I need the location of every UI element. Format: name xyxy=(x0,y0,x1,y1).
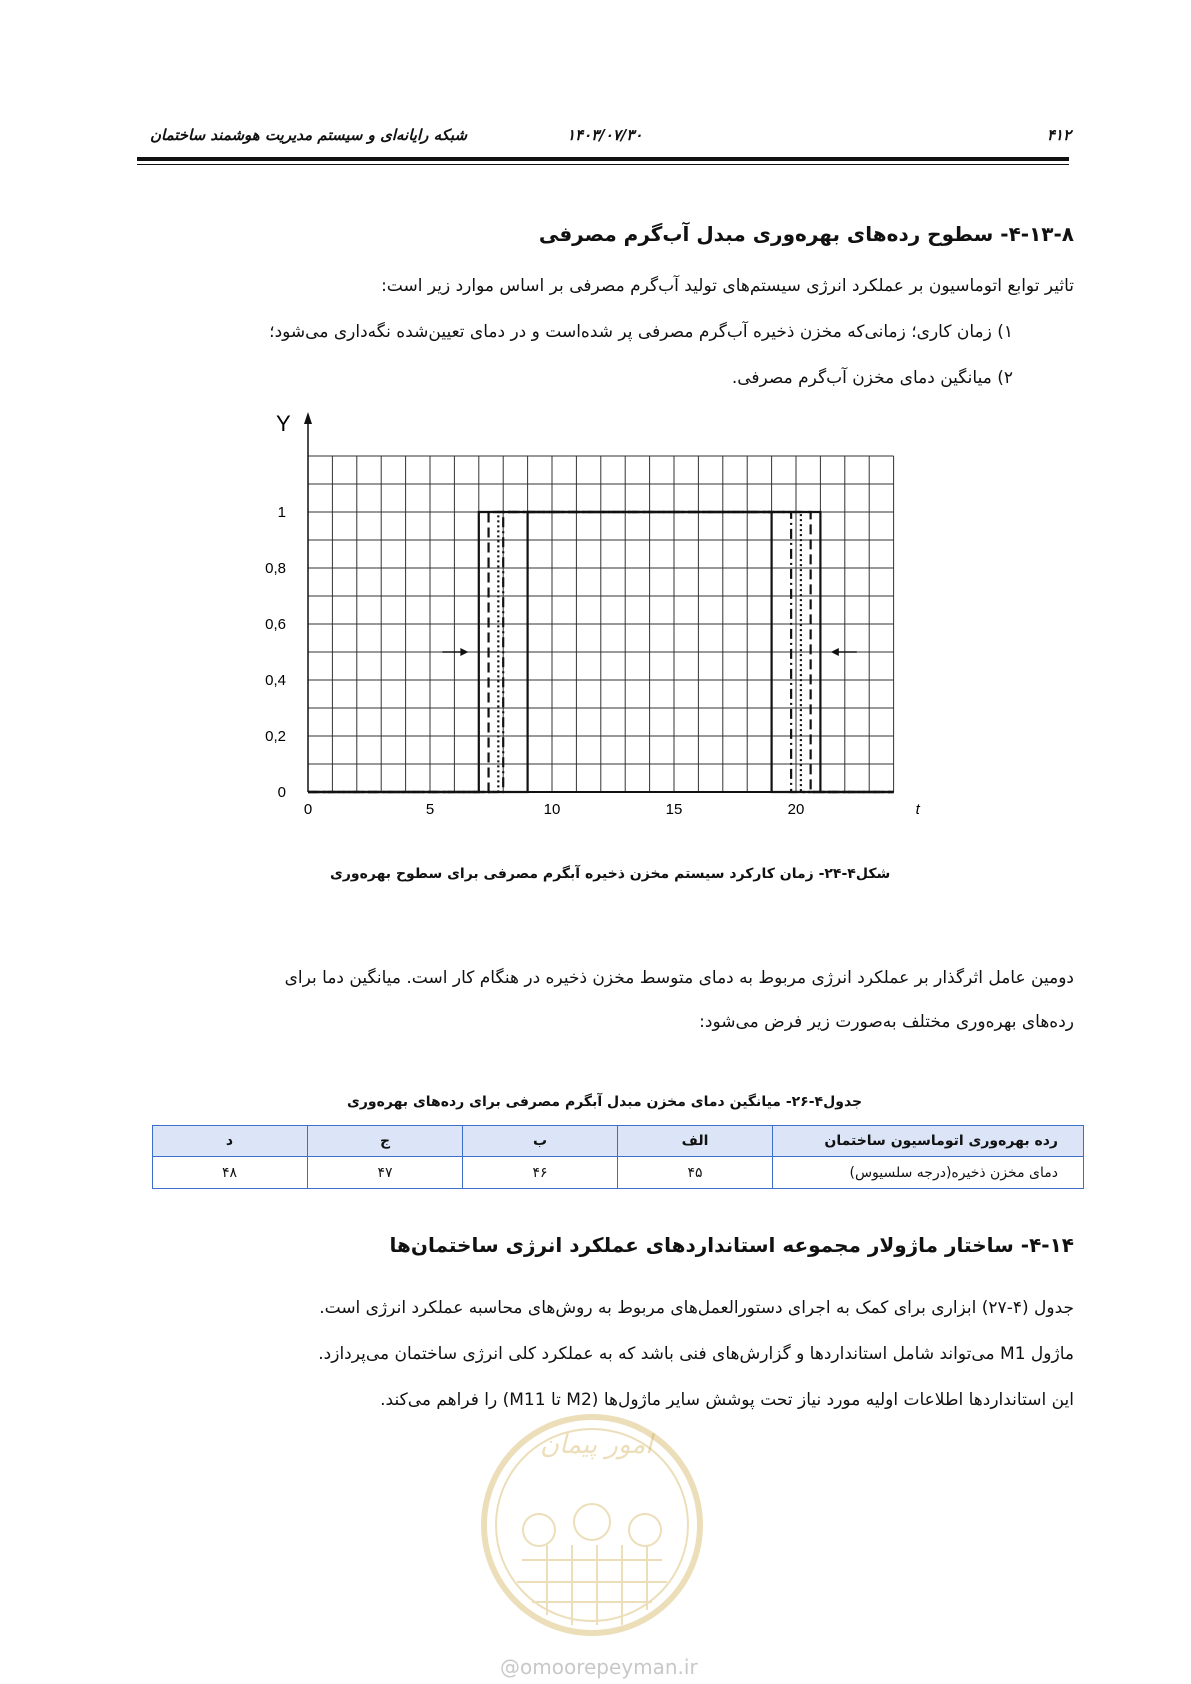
chart xyxy=(250,410,930,830)
body-line: جدول (۴-۲۷) ابزاری برای کمک به اجرای دستورالعمل‌های مربوط به روش‌های محاسبه عملکرد انرژی است. xyxy=(319,1298,1074,1318)
table-header-cell: د xyxy=(225,1132,234,1149)
y-axis-arrow-icon xyxy=(304,412,312,424)
list-item: ۲) میانگین دمای مخزن آب‌گرم مصرفی. xyxy=(731,368,1013,388)
arrow-head-icon xyxy=(460,648,468,656)
table-cell: دمای مخزن ذخیره(درجه سلسیوس) xyxy=(772,1157,1084,1188)
body-paragraph: رده‌های بهره‌وری مختلف به‌صورت زیر فرض می‌شود: xyxy=(699,1012,1074,1032)
y-tick-label: 0,6 xyxy=(265,616,286,633)
header-title: شبکه رایانه‌ای و سیستم مدیریت هوشمند ساختمان xyxy=(150,126,468,144)
header-rule xyxy=(137,157,1069,161)
intro-paragraph: تاثیر توابع اتوماسیون بر عملکرد انرژی سیستم‌های تولید آب‌گرم مصرفی بر اساس موارد زیر است: xyxy=(381,276,1074,296)
y-tick-label: 0,8 xyxy=(265,560,286,577)
y-tick-label: 1 xyxy=(277,504,286,521)
temperature-table xyxy=(152,1125,1084,1189)
list-item: ۱) زمان کاری؛ زمانی‌که مخزن ذخیره آب‌گرم مصرفی پر شده‌است و در دمای تعیین‌شده نگه‌داری می‌شود؛ xyxy=(269,322,1013,342)
x-tick-label: 20 xyxy=(787,801,805,818)
section-heading: ۴-۱۳-۸- سطوح رده‌های بهره‌وری مبدل آب‌گرم مصرفی xyxy=(538,222,1074,246)
table-caption: جدول۴-۲۶- میانگین دمای مخزن مبدل آبگرم مصرفی برای رده‌های بهره‌وری xyxy=(347,1094,863,1110)
watermark-url: @omoorepeyman.ir xyxy=(500,1655,698,1679)
table-cell: ۴۶ xyxy=(462,1157,617,1188)
table-header-row xyxy=(152,1125,1084,1156)
x-tick-label: 10 xyxy=(543,801,561,818)
table-cell: ۴۸ xyxy=(221,1164,238,1181)
figure-caption: شکل۴-۲۴- زمان کارکرد سیستم مخزن ذخیره آبگرم مصرفی برای سطوح بهره‌وری xyxy=(330,866,891,882)
y-axis-label: Y xyxy=(276,411,291,436)
arrow-head-icon xyxy=(831,648,839,656)
table-header-cell: الف xyxy=(617,1125,772,1156)
watermark-logo-text: امور پیمان xyxy=(540,1430,653,1460)
x-axis-label: t xyxy=(915,801,920,818)
header-rule-thin xyxy=(137,164,1069,165)
y-tick-label: 0,4 xyxy=(265,672,286,689)
body-line: ماژول M1 می‌تواند شامل استانداردها و گزارش‌های فنی باشد که به عملکرد کلی انرژی ساختمان می‌پردازد. xyxy=(318,1344,1074,1364)
table-header-cell: ب xyxy=(462,1125,617,1156)
y-tick-label: 0 xyxy=(277,784,286,801)
x-tick-label: 5 xyxy=(425,801,435,818)
header-date: ۱۴۰۳/۰۷/۳۰ xyxy=(567,126,643,144)
body-line: این استانداردها اطلاعات اولیه مورد نیاز تحت پوشش سایر ماژول‌ها (M2 تا M11) را فراهم می‌کند. xyxy=(380,1390,1074,1410)
y-tick-label: 0,2 xyxy=(265,728,286,745)
table-header-cell: ج xyxy=(307,1125,462,1156)
x-tick-label: 15 xyxy=(665,801,683,818)
section-heading: ۴-۱۴- ساختار ماژولار مجموعه استانداردهای عملکرد انرژی ساختمان‌ها xyxy=(389,1233,1074,1257)
page-number: ۴۱۲ xyxy=(1046,126,1071,144)
table-header-cell: رده بهره‌وری اتوماسیون ساختمان xyxy=(772,1125,1084,1156)
x-tick-label: 0 xyxy=(303,801,313,818)
table-cell: ۴۵ xyxy=(617,1157,772,1188)
table-row xyxy=(152,1156,1084,1188)
table-cell: ۴۷ xyxy=(307,1157,462,1188)
body-paragraph: دومین عامل اثرگذار بر عملکرد انرژی مربوط به دمای متوسط مخزن ذخیره در هنگام کار است. میانگین دما برای xyxy=(284,968,1074,988)
